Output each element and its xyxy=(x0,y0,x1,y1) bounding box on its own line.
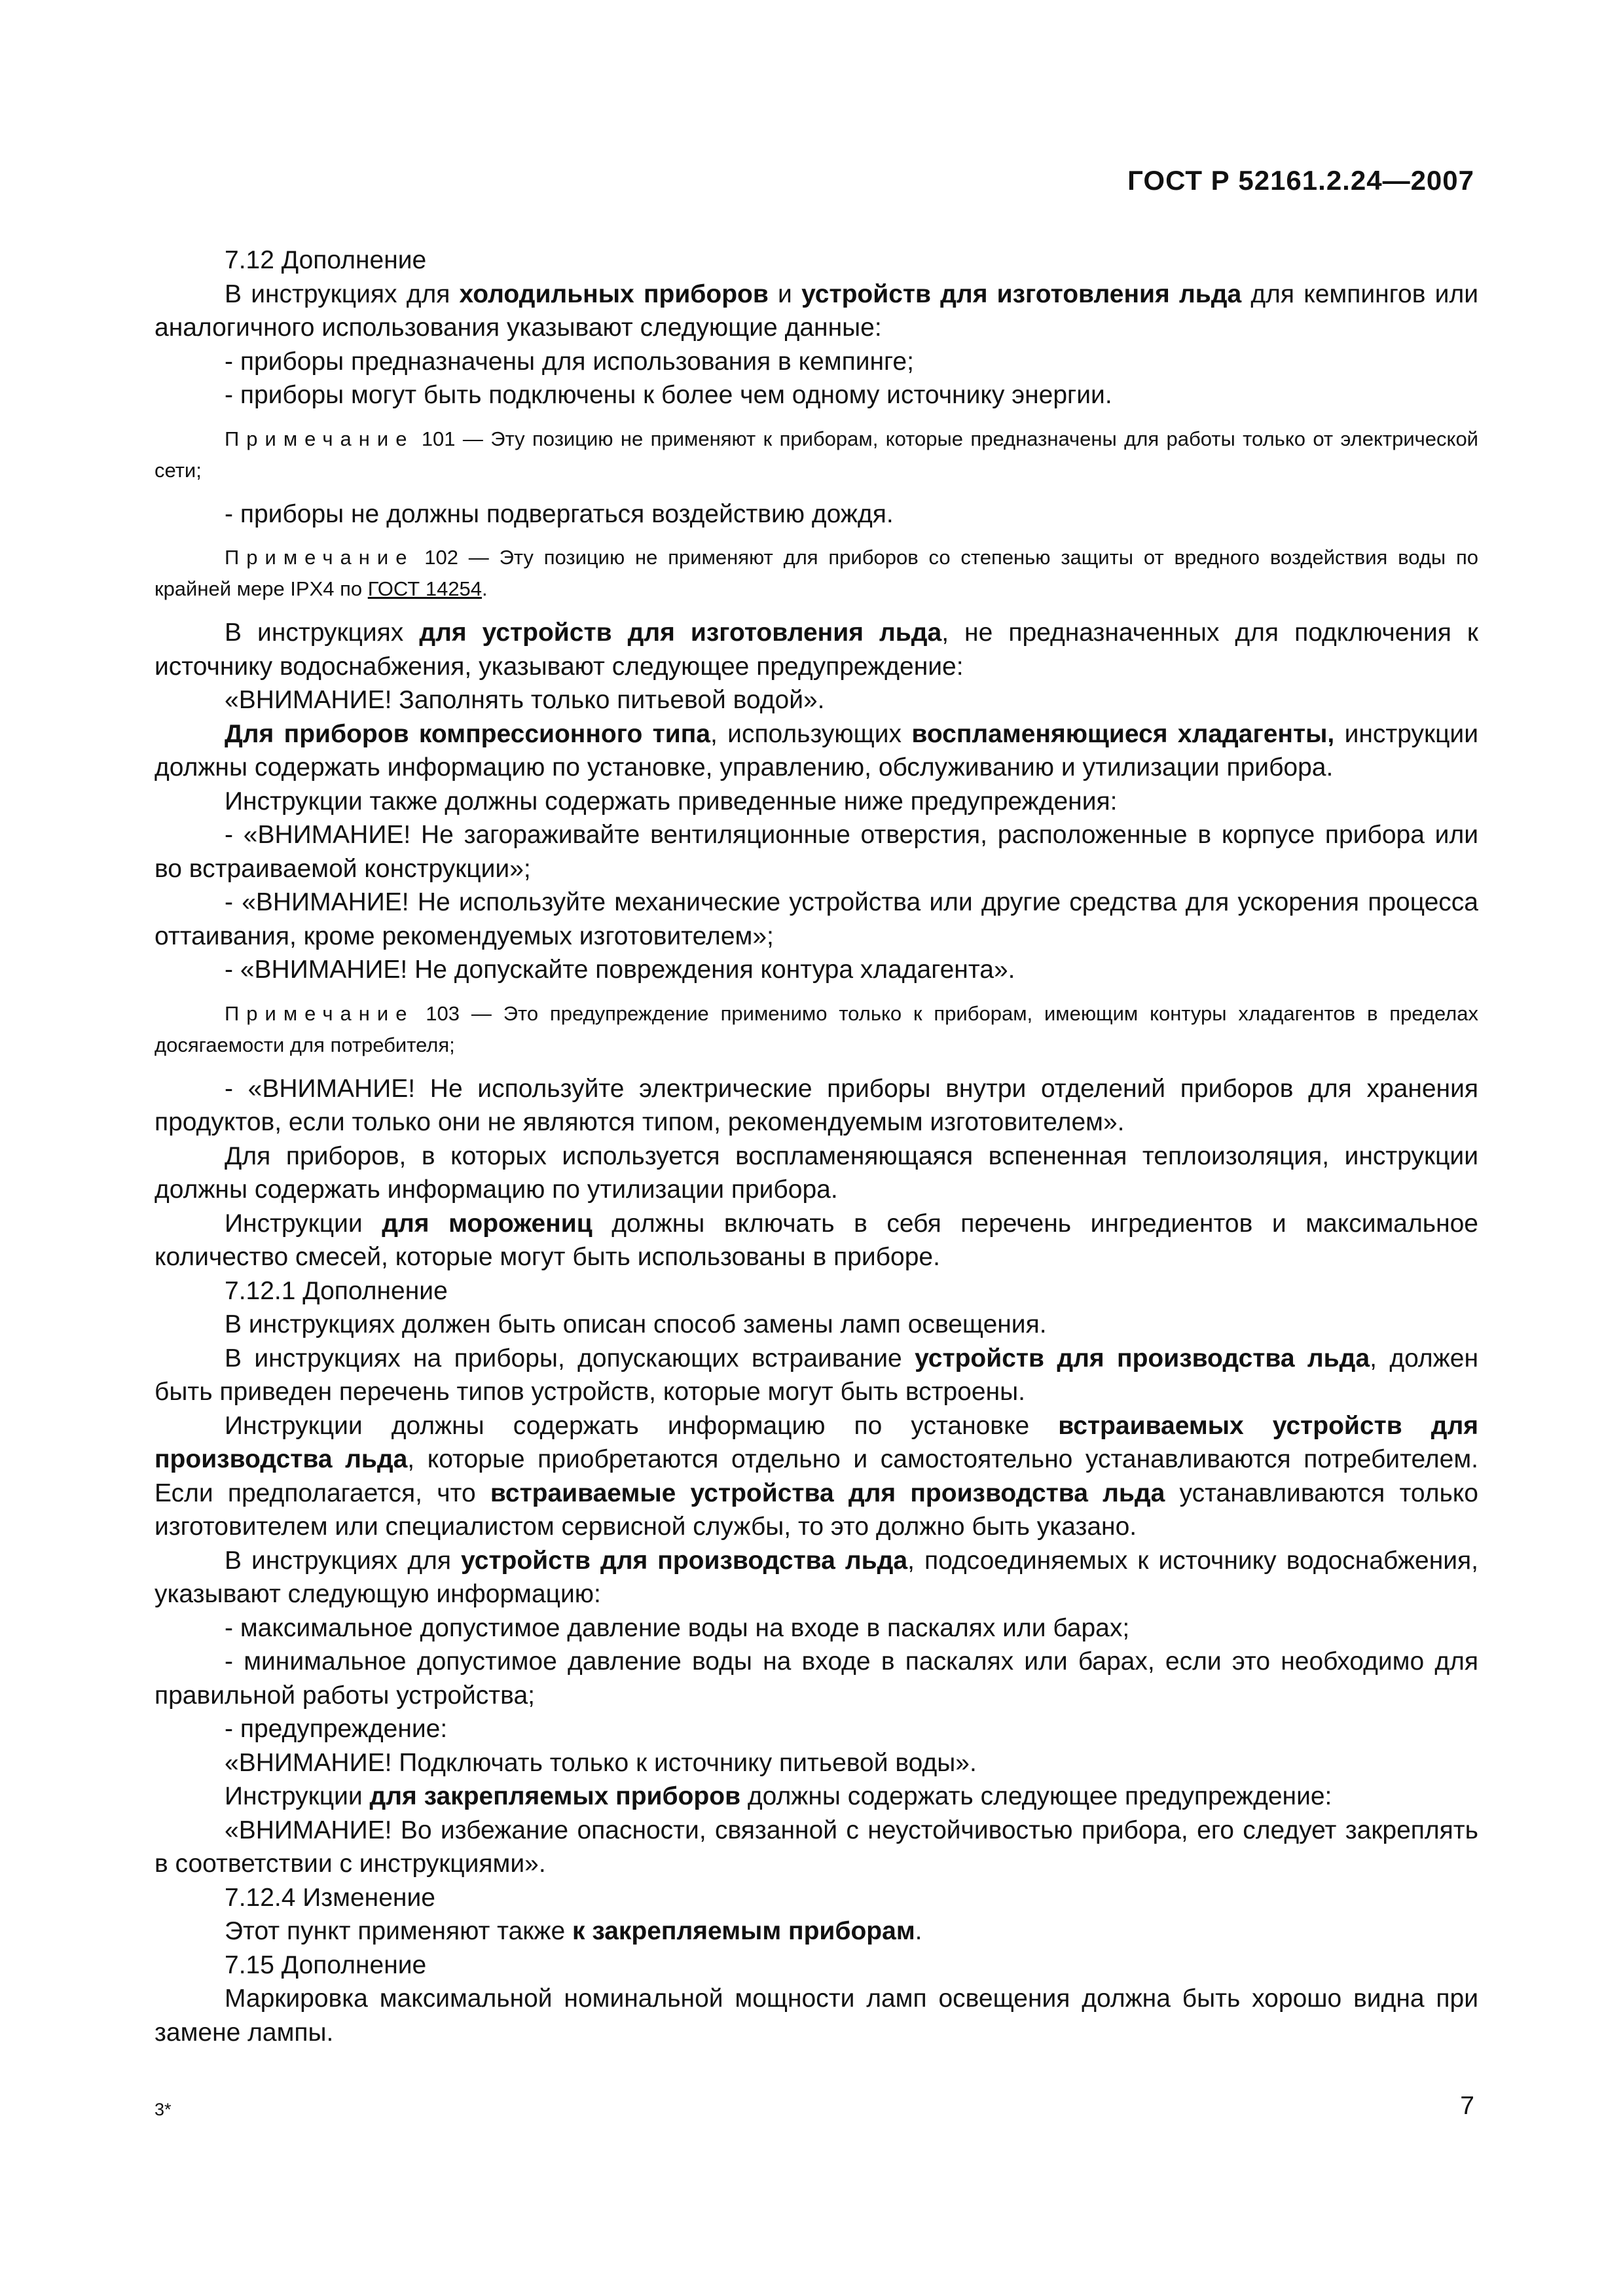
paragraph: Инструкции должны содержать информацию по установке встраиваемых устройств для производства льда, которые приобретаются отдельно и самостоятельно устанавливаются потребителем. Если предполагается, что встраиваемые устройства для производства льда устанавливаются только изготовителем или специалистом сервисной службы, то это должно быть указано. xyxy=(155,1411,1479,1541)
list-item: - предупреждение: xyxy=(225,1715,448,1743)
section-heading: 7.15 Дополнение xyxy=(225,1950,427,1979)
section-heading: 7.12 Дополнение xyxy=(225,246,427,274)
paragraph: Маркировка максимальной номинальной мощности ламп освещения должна быть хорошо видна при замене лампы. xyxy=(155,1984,1478,2047)
list-item: - приборы могут быть подключены к более чем одному источнику энергии. xyxy=(225,381,1112,409)
warning-text: «ВНИМАНИЕ! Во избежание опасности, связанной с неустойчивостью прибора, его следует закреплять в соответствии с инструкциями». xyxy=(155,1816,1478,1878)
paragraph: Для приборов, в которых используется воспламеняющаяся вспененная теплоизоляция, инструкции должны содержать информацию по утилизации прибора. xyxy=(155,1141,1478,1204)
warning-text: «ВНИМАНИЕ! Заполнять только питьевой водой». xyxy=(225,686,825,714)
list-item: - «ВНИМАНИЕ! Не загораживайте вентиляционные отверстия, расположенные в корпусе прибора или во встраиваемой конструкции»; xyxy=(155,821,1478,883)
list-item: - приборы предназначены для использования в кемпинге; xyxy=(225,347,914,376)
paragraph: Инструкции для закрепляемых приборов должны содержать следующее предупреждение: xyxy=(225,1782,1332,1810)
list-item: - минимальное допустимое давление воды на входе в паскалях или барах, если это необходимо для правильной работы устройства; xyxy=(155,1647,1478,1710)
list-item: - «ВНИМАНИЕ! Не допускайте повреждения контура хладагента». xyxy=(225,956,1015,984)
page-number: 7 xyxy=(1460,2092,1474,2120)
sheet-mark: 3* xyxy=(155,2100,172,2119)
note: Примечание 101 — Эту позицию не применяют к приборам, которые предназначены для работы только от электрической сети; xyxy=(155,427,1478,482)
warning-text: «ВНИМАНИЕ! Подключать только к источнику питьевой воды». xyxy=(225,1748,977,1777)
note: Примечание 102 — Эту позицию не применяют для приборов со степенью защиты от вредного воздействия воды по крайней мере IPX4 по ГОСТ 14254. xyxy=(155,546,1478,600)
section-heading: 7.12.4 Изменение xyxy=(225,1883,435,1912)
page-body xyxy=(155,243,1478,2049)
paragraph: В инструкциях для устройств для производства льда, подсоединяемых к источнику водоснабжения, указывают следующую информацию: xyxy=(155,1546,1478,1608)
paragraph: В инструкциях для холодильных приборов и устройств для изготовления льда для кемпингов или аналогичного использования указывают следующие данные: xyxy=(155,279,1478,342)
standard-link[interactable]: ГОСТ 14254 xyxy=(367,577,483,600)
section-heading: 7.12.1 Дополнение xyxy=(225,1276,448,1305)
paragraph: В инструкциях должен быть описан способ замены ламп освещения. xyxy=(225,1310,1047,1338)
paragraph: В инструкциях на приборы, допускающих встраивание устройств для производства льда, должен быть приведен перечень типов устройств, которые могут быть встроены. xyxy=(155,1344,1478,1406)
paragraph: Инструкции также должны содержать приведенные ниже предупреждения: xyxy=(225,787,1118,816)
note: Примечание 103 — Это предупреждение применимо только к приборам, имеющим контуры хладагентов в пределах досягаемости для потребителя; xyxy=(155,1001,1478,1056)
paragraph: Инструкции для морожениц должны включать в себя перечень ингредиентов и максимальное количество смесей, которые могут быть использованы в приборе. xyxy=(155,1209,1478,1271)
list-item: - «ВНИМАНИЕ! Не используйте механические устройства или другие средства для ускорения процесса оттаивания, кроме рекомендуемых изготовителем»; xyxy=(155,888,1478,950)
list-item: - максимальное допустимое давление воды на входе в паскалях или барах; xyxy=(225,1613,1130,1642)
list-item: - приборы не должны подвергаться воздействию дождя. xyxy=(225,499,894,528)
list-item: - «ВНИМАНИЕ! Не используйте электрические приборы внутри отделений приборов для хранения продуктов, если только они не являются типом, рекомендуемым изготовителем». xyxy=(155,1074,1478,1136)
document-code: ГОСТ Р 52161.2.24—2007 xyxy=(1127,165,1474,196)
paragraph: Для приборов компрессионного типа, использующих воспламеняющиеся хладагенты, инструкции должны содержать информацию по установке, управлению, обслуживанию и утилизации прибора. xyxy=(155,719,1478,781)
paragraph: Этот пункт применяют также к закрепляемым приборам. xyxy=(225,1917,922,1945)
paragraph: В инструкциях для устройств для изготовления льда, не предназначенных для подключения к источнику водоснабжения, указывают следующее предупреждение: xyxy=(155,619,1478,681)
